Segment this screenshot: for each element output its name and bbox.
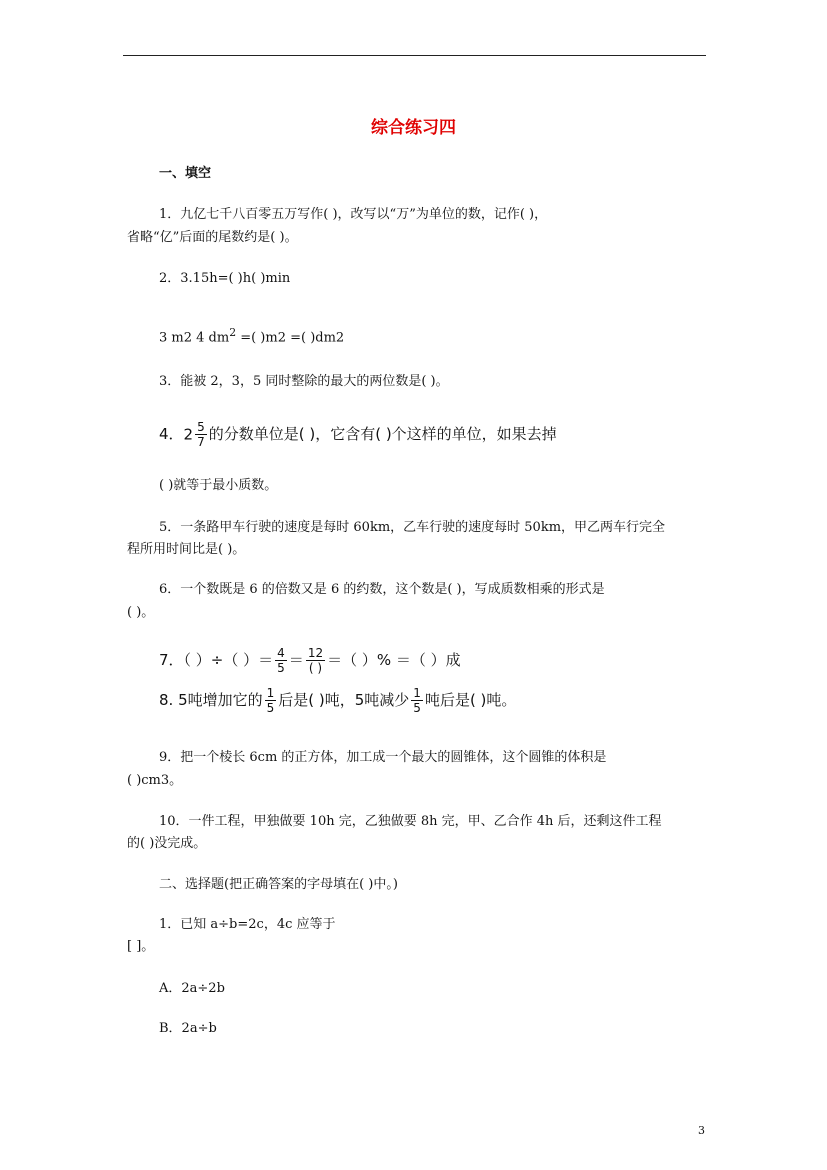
question-8-prefix: 8. 5吨增加它的 (159, 691, 263, 709)
question-8-fraction-1-numerator: 1 (266, 686, 275, 700)
question-7 (159, 646, 461, 675)
choice-1-line-1: 1．已知 a÷b=2c，4c 应等于 (159, 917, 336, 932)
choice-1-line-2: [ ]。 (127, 939, 155, 954)
question-4-line-1 (159, 420, 557, 449)
question-8-fraction-2-denominator: 5 (413, 701, 421, 715)
question-8-middle: 后是( )吨，5吨减少 (278, 691, 410, 709)
question-7-fraction-2-numerator: 12 (307, 646, 324, 660)
question-10-line-2: 的( )没完成。 (127, 836, 207, 851)
page-title: 综合练习四 (371, 118, 456, 138)
question-9-line-1: 9．把一个棱长 6cm 的正方体，加工成一个最大的圆锥体，这个圆锥的体积是 (159, 750, 607, 765)
question-4-line-2: ( )就等于最小质数。 (159, 478, 278, 493)
question-3: 3．能被 2，3，5 同时整除的最大的两位数是( )。 (159, 374, 449, 389)
question-8 (159, 686, 516, 715)
question-4-prefix: 4． (159, 425, 184, 443)
question-7-suffix: ＝（ ）% ＝（ ）成 (327, 651, 461, 669)
question-8-suffix: 吨后是( )吨。 (424, 691, 517, 709)
question-8-fraction-1 (265, 686, 277, 715)
question-8-fraction-2-numerator: 1 (413, 686, 421, 700)
question-1-line-2: 省略“亿”后面的尾数约是( )。 (127, 230, 298, 245)
question-10-line-1: 10．一件工程，甲独做要 10h 完，乙独做要 8h 完，甲、乙合作 4h 后，还剩这件工程 (159, 814, 662, 829)
question-7-prefix: 7．（ ）÷（ ）＝ (159, 651, 274, 669)
question-9-line-2: ( )cm3。 (127, 773, 183, 788)
question-6-line-2: ( )。 (127, 605, 155, 620)
question-4-numerator: 5 (197, 420, 205, 434)
choice-1-option-b: B．2a÷b (159, 1021, 217, 1036)
question-7-fraction-2 (306, 646, 325, 675)
section-fill-in-heading: 一、填空 (159, 166, 212, 181)
question-8-fraction-1-denominator: 5 (266, 701, 275, 715)
choice-1-option-a: A．2a÷2b (159, 981, 225, 996)
question-2-line-1: 2．3.15h=( )h( )min (159, 271, 291, 286)
question-6-line-1: 6．一个数既是 6 的倍数又是 6 的约数，这个数是( )，写成质数相乘的形式是 (159, 582, 605, 597)
question-4-suffix: 的分数单位是( )，它含有( )个这样的单位，如果去掉 (208, 425, 557, 443)
question-5-line-2: 程所用时间比是( )。 (127, 542, 246, 557)
question-2-line-2-suffix: =( )m2 =( )dm2 (236, 330, 345, 346)
question-7-fraction-1-numerator: 4 (277, 646, 285, 660)
question-7-equals: ＝ (288, 651, 304, 669)
question-7-fraction-1 (275, 646, 287, 675)
question-7-fraction-2-denominator: ( ) (308, 661, 323, 675)
section-choice-heading: 二、选择题(把正确答案的字母填在( )中。) (159, 877, 398, 892)
header-rule (123, 55, 706, 56)
question-1-line-1: 1．九亿七千八百零五万写作( )，改写以“万”为单位的数，记作( )， (159, 207, 548, 222)
page-number: 3 (698, 1124, 705, 1137)
question-2-superscript: 2 (229, 326, 237, 339)
question-8-fraction-2 (411, 686, 423, 715)
question-5-line-1: 5．一条路甲车行驶的速度是每时 60km，乙车行驶的速度每时 50km，甲乙两车行完全 (159, 520, 666, 535)
question-4-whole-number: 2 (183, 425, 194, 444)
question-7-fraction-1-denominator: 5 (277, 661, 285, 675)
question-2-line-2 (159, 325, 344, 346)
question-4-denominator: 7 (197, 435, 205, 449)
question-4-fraction (195, 420, 207, 449)
question-2-line-2-prefix: 3 m2 4 dm (159, 330, 230, 346)
